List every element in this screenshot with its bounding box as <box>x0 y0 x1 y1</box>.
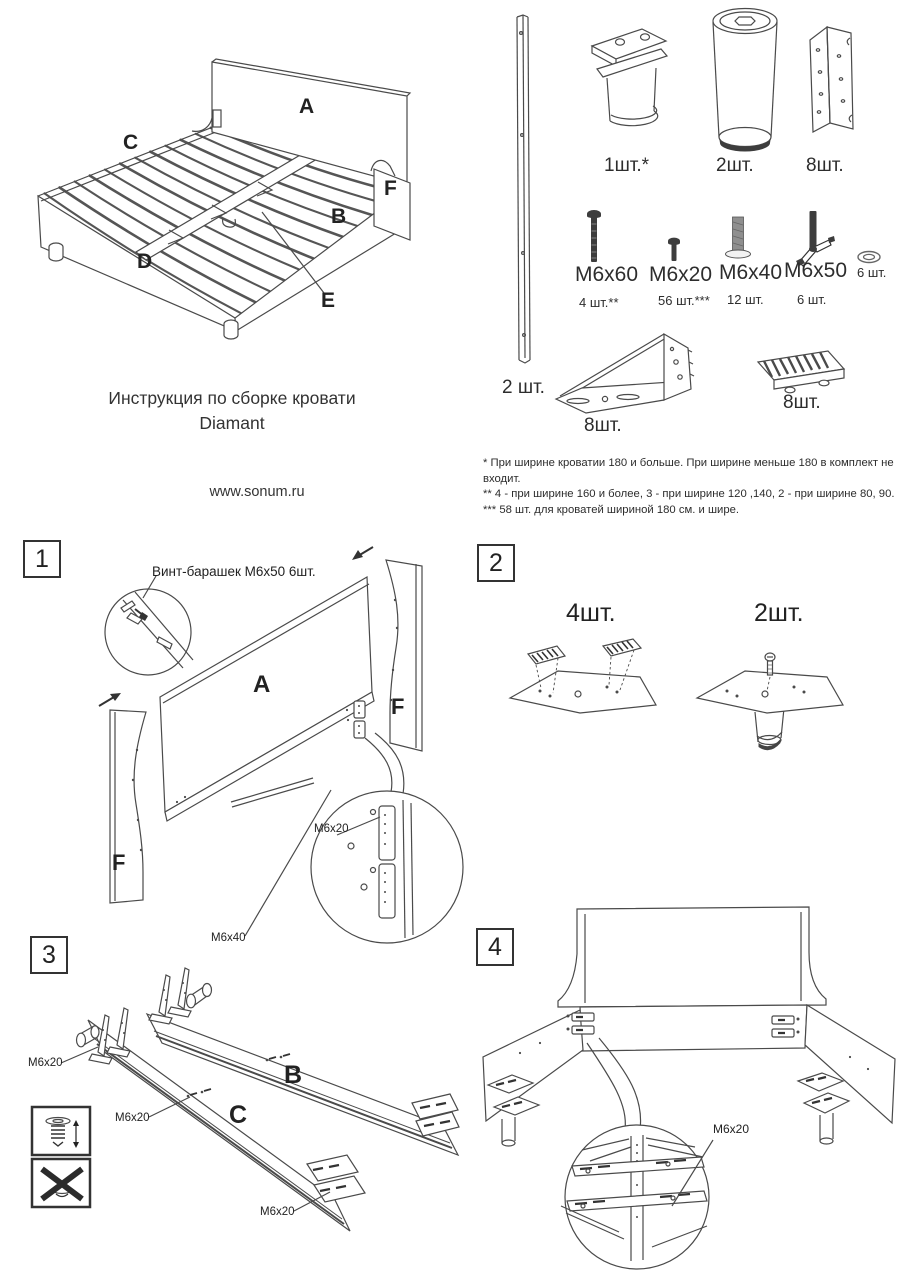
footnote-2: ** 4 - при ширине 160 и более, 3 - при ширине 120 ,140, 2 - при ширине 80, 90. <box>483 488 895 500</box>
overview-label-b: B <box>331 205 347 228</box>
step-1-number: 1 <box>35 544 49 573</box>
step1-label-m6x40: M6x40 <box>211 932 246 944</box>
footnote-1: * При ширине кроватии 180 и больше. При ширине меньше 180 в комплект не входит. <box>483 457 894 485</box>
step-1-illustration <box>85 540 475 960</box>
step3-label-m6x20-3: M6x20 <box>260 1206 295 1218</box>
screw-m6x40-qty: 12 шт. <box>727 292 764 307</box>
step-2-illustration <box>470 585 900 770</box>
step3-label-m6x20-2: M6x20 <box>115 1112 150 1124</box>
screw-m6x40-label: M6x40 <box>719 261 783 284</box>
page-title-line2: Diamant <box>199 413 265 433</box>
step-4-illustration <box>460 895 900 1280</box>
step1-label-f-left: F <box>112 850 126 875</box>
step-3-number: 3 <box>42 940 56 969</box>
footnotes <box>483 456 895 518</box>
pad-qty-label: 8шт. <box>783 392 821 413</box>
screw-m6x20-label: M6x20 <box>649 263 713 286</box>
overview-label-e: E <box>321 289 336 312</box>
cylinder-leg-qty-label: 2шт. <box>716 155 754 176</box>
leg-bracket-qty-label: 1шт.* <box>604 155 650 176</box>
screw-m6x50-label: M6x50 <box>784 259 848 282</box>
step2-left-qty: 4шт. <box>566 599 616 627</box>
bed-overview-illustration <box>0 0 460 350</box>
step3-label-b: B <box>284 1061 303 1089</box>
step-1-box <box>23 540 61 578</box>
step1-label-a: A <box>253 671 271 698</box>
overview-label-c: C <box>123 131 139 154</box>
overview-label-a: A <box>299 95 315 118</box>
screw-m6x60-label: M6x60 <box>575 263 639 286</box>
step3-label-m6x20-1: M6x20 <box>28 1057 63 1069</box>
step-4-number: 4 <box>488 932 502 961</box>
step1-label-f-right: F <box>391 694 405 719</box>
bar-qty-label: 2 шт. <box>502 377 545 398</box>
washer-qty-label: 6 шт. <box>857 265 887 280</box>
website-url: www.sonum.ru <box>209 484 305 500</box>
step-2-box <box>477 544 515 582</box>
step1-label-m6x20: M6x20 <box>314 823 349 835</box>
screw-m6x50-qty: 6 шт. <box>797 292 827 307</box>
step-2-number: 2 <box>489 548 503 577</box>
step4-label-m6x20: M6x20 <box>713 1122 750 1136</box>
page-title <box>77 386 387 436</box>
corner-angle-qty-label: 8шт. <box>806 155 844 176</box>
overview-label-f: F <box>384 177 397 200</box>
step3-label-c: C <box>229 1101 248 1129</box>
overview-label-d: D <box>137 250 153 273</box>
step2-right-qty: 2шт. <box>754 599 804 627</box>
footnote-3: *** 58 шт. для кроватей шириной 180 см. и шире. <box>483 503 740 516</box>
page-title-line1: Инструкция по сборке кровати <box>108 388 356 408</box>
screw-m6x20-qty: 56 шт.*** <box>658 293 710 308</box>
step1-wing-bolt-label: Винт-барашек М6х50 6шт. <box>152 564 316 579</box>
screw-m6x60-qty: 4 шт.** <box>579 295 619 310</box>
gusset-qty-label: 8шт. <box>584 415 622 436</box>
